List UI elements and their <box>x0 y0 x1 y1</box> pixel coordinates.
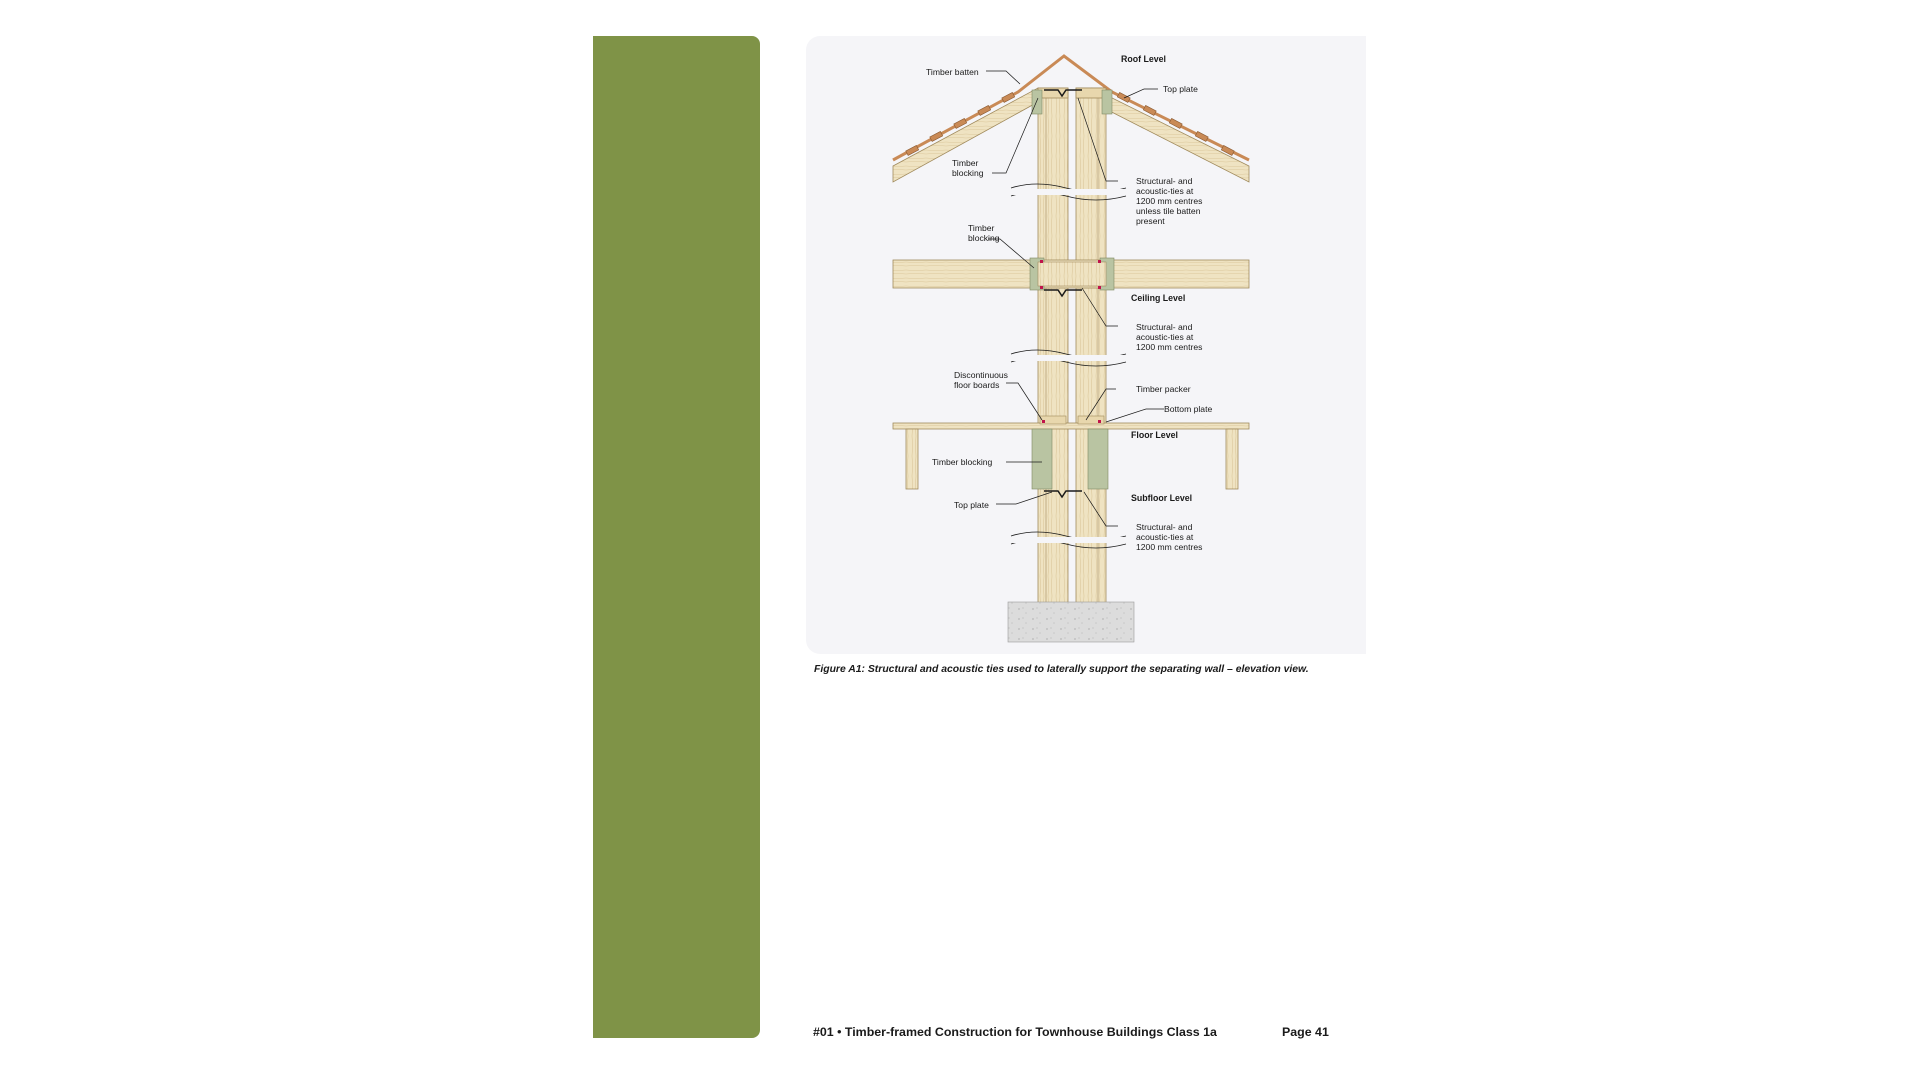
label-timber-blocking-floor: Timber blocking <box>932 457 993 467</box>
label-top-plate-subfloor: Top plate <box>954 500 989 510</box>
label-ties-subfloor-3: 1200 mm centres <box>1136 542 1203 552</box>
label-roof-level: Roof Level <box>1121 54 1166 64</box>
wall-elevation-diagram <box>806 36 1366 654</box>
page-number: Page 41 <box>1282 1025 1329 1039</box>
label-ties-ceiling-3: 1200 mm centres <box>1136 342 1203 352</box>
concrete-footing <box>1008 602 1134 642</box>
label-ties-subfloor-2: acoustic-ties at <box>1136 532 1194 542</box>
label-subfloor-level: Subfloor Level <box>1131 493 1193 503</box>
figure-panel <box>806 36 1366 654</box>
label-ties-roof-4: unless tile batten <box>1136 206 1201 216</box>
label-ties-ceiling-2: acoustic-ties at <box>1136 332 1194 342</box>
label-timber-blocking-roof-1: Timber <box>952 158 979 168</box>
label-discontinuous-floor-boards-2: floor boards <box>954 380 1000 390</box>
label-floor-level: Floor Level <box>1131 430 1178 440</box>
label-discontinuous-floor-boards-1: Discontinuous <box>954 370 1008 380</box>
footer-title: #01 • Timber-framed Construction for Townhouse Buildings Class 1a <box>813 1025 1217 1039</box>
label-timber-batten: Timber batten <box>926 67 979 77</box>
label-bottom-plate: Bottom plate <box>1164 404 1213 414</box>
label-ties-ceiling-1: Structural- and <box>1136 322 1193 332</box>
label-ties-subfloor-1: Structural- and <box>1136 522 1193 532</box>
label-timber-blocking-roof-2: blocking <box>952 168 984 178</box>
label-ceiling-level: Ceiling Level <box>1131 293 1186 303</box>
floor-structure <box>893 416 1249 548</box>
label-timber-blocking-ceiling-1: Timber <box>968 223 995 233</box>
label-ties-roof-1: Structural- and <box>1136 176 1193 186</box>
label-timber-blocking-ceiling-2: blocking <box>968 233 1000 243</box>
figure-caption: Figure A1: Structural and acoustic ties used to laterally support the separating wall – elevation view. <box>814 664 1309 675</box>
label-ties-roof-5: present <box>1136 216 1165 226</box>
label-timber-packer: Timber packer <box>1136 384 1191 394</box>
label-ties-roof-3: 1200 mm centres <box>1136 196 1203 206</box>
label-top-plate-roof: Top plate <box>1163 84 1198 94</box>
green-side-band <box>593 36 760 1038</box>
label-ties-roof-2: acoustic-ties at <box>1136 186 1194 196</box>
